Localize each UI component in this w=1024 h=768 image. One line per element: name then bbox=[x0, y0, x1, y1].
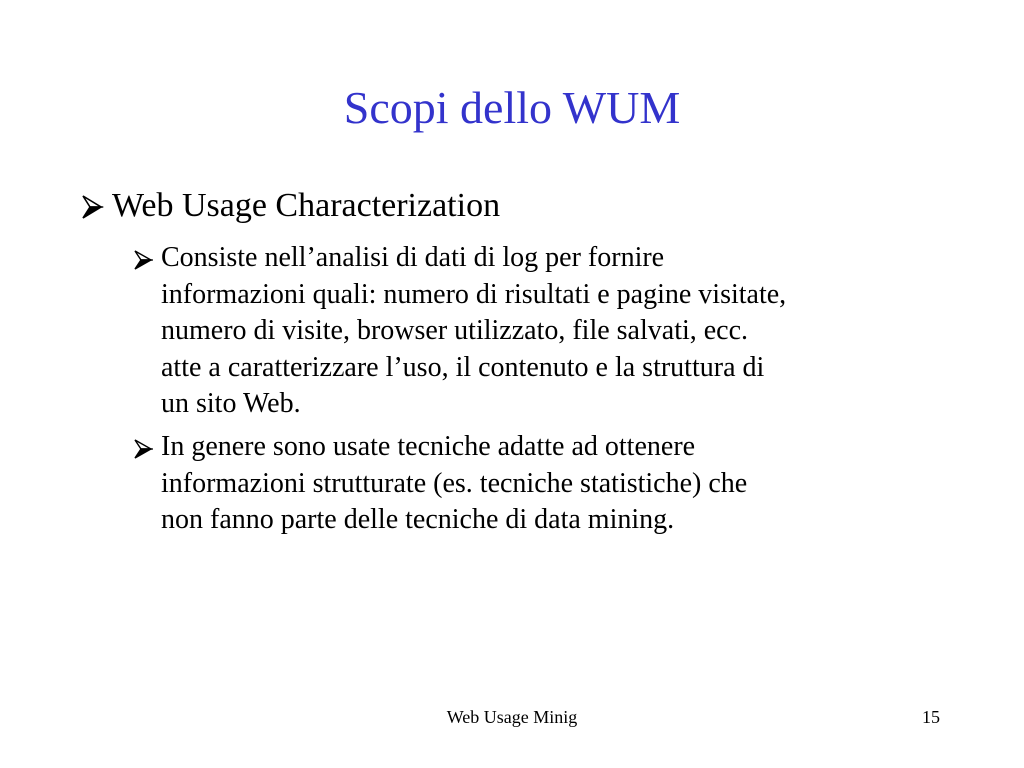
bullet-level1 bbox=[80, 184, 960, 228]
arrow-bullet-icon bbox=[80, 184, 112, 228]
sub-bullet-text: In genere sono usate tecniche adatte ad ottenere informazioni strutturate (es. tecniche statistiche) che non fanno parte delle tecniche di data mining. bbox=[161, 431, 748, 535]
slide-title: Scopi dello WUM bbox=[343, 82, 681, 133]
footer-title: Web Usage Minig bbox=[446, 707, 578, 727]
page-number: 15 bbox=[922, 707, 940, 727]
sub-bullet bbox=[133, 240, 953, 423]
sub-bullet-text: Consiste nell’analisi di dati di log per fornire informazioni quali: numero di risultati e pagine visitate, numero di visite, browser utilizzato, file salvati, ecc. atte a caratterizzare l’uso, il contenuto e la struttura di un sito Web. bbox=[161, 242, 787, 419]
arrow-bullet-icon bbox=[133, 429, 161, 465]
arrow-bullet-icon bbox=[133, 240, 161, 276]
bullet-level1-text: Web Usage Characterization bbox=[112, 187, 501, 224]
sub-bullet bbox=[133, 429, 953, 539]
